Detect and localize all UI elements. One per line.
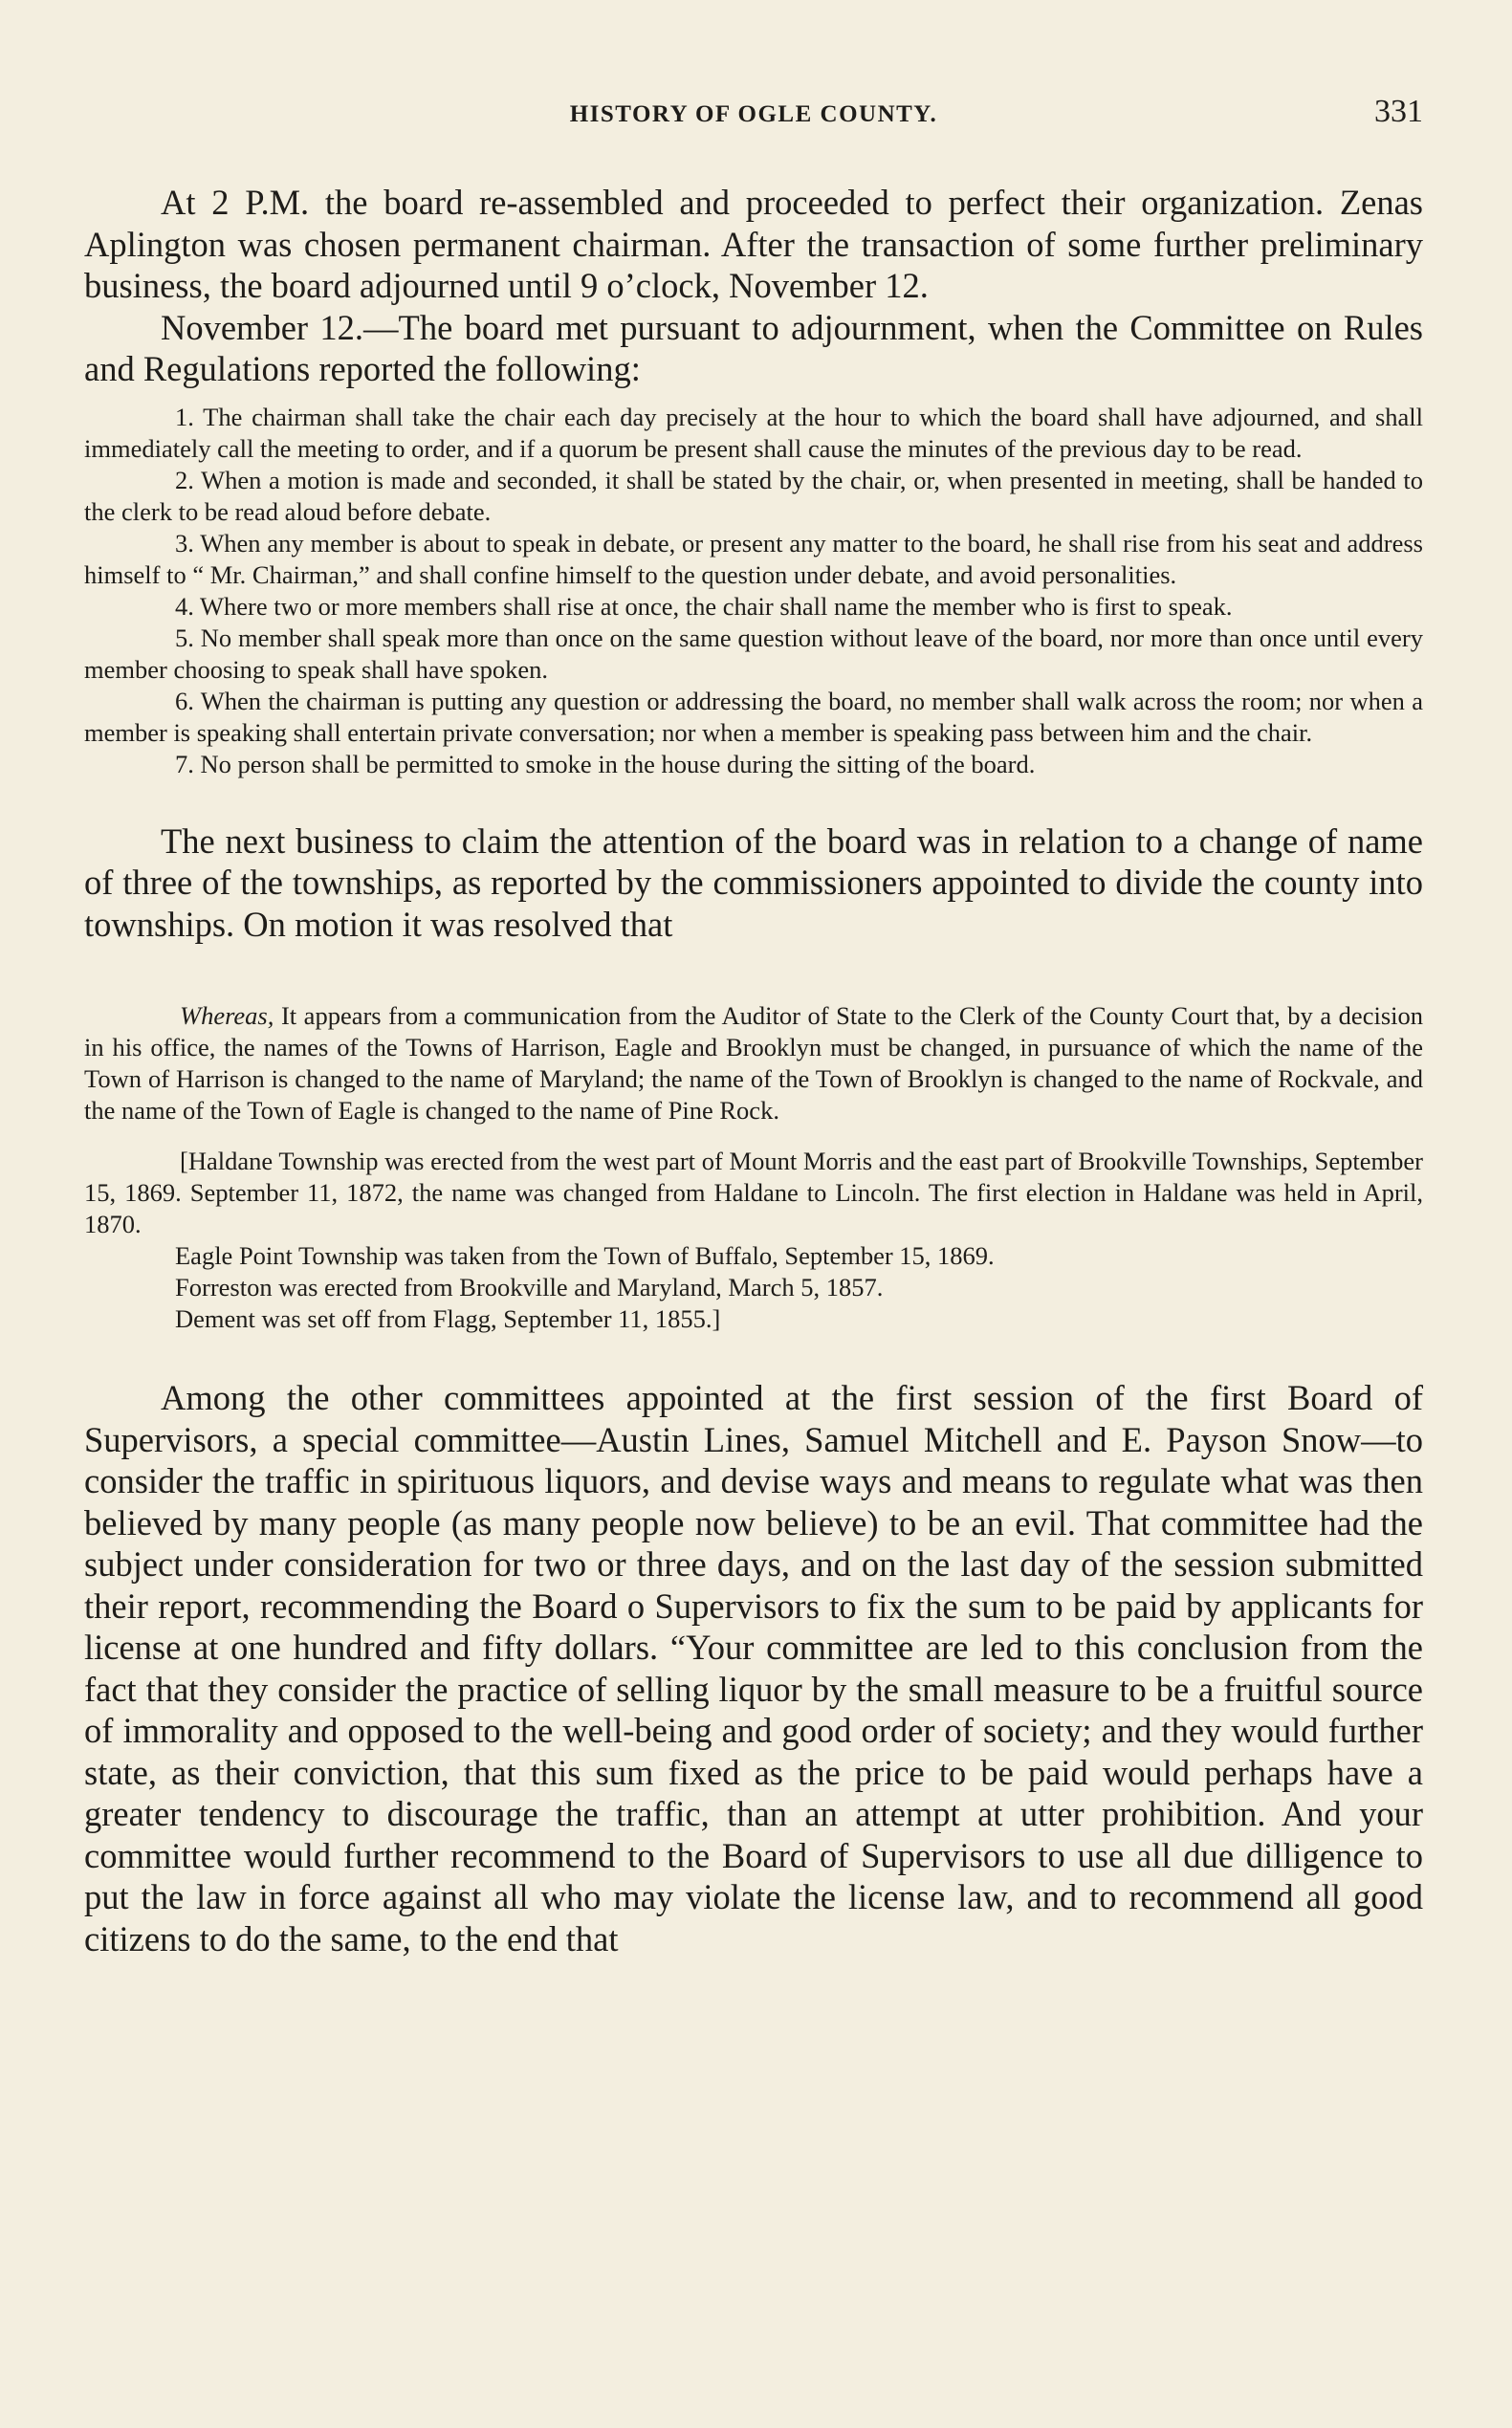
spacer [84, 1335, 1423, 1377]
editorial-note [84, 1146, 1423, 1335]
running-title: HISTORY OF OGLE COUNTY. [569, 101, 938, 127]
rule-item: 7. No person shall be permitted to smoke in the house during the sitting of the board. [175, 749, 1036, 778]
rule-item: 3. When any member is about to speak in debate, or present any matter to the board, he shall rise from his seat and address himself to “ Mr. Chairman,” and shall confine himself to the question under debate, and avoid personalities. [84, 528, 1423, 589]
resolution-body: It appears from a communication from the Auditor of State to the Clerk of the County Court that, by a decision in his office, the names of the Towns of Harrison, Eagle and Brooklyn must be changed, in pursuance of which the name of the Town of Harrison is changed to the name of Maryland; the name of the Town of Brooklyn is changed to the name of Rockvale, and the name of the Town of Eagle is changed to the name of Pine Rock. [84, 1001, 1423, 1125]
rule-item: 6. When the chairman is putting any question or addressing the board, no member shall walk across the room; nor when a member is speaking shall entertain private conversation; nor when a member is speaking pass between him and the chair. [84, 686, 1423, 747]
spacer [84, 1127, 1423, 1146]
page-number: 331 [1374, 94, 1423, 129]
resolution-text [84, 1000, 1423, 1127]
rule-item: 5. No member shall speak more than once on the same question without leave of the board, nor more than once until every member choosing to speak shall have spoken. [84, 623, 1423, 684]
resolution-lead-word: Whereas, [180, 1001, 274, 1030]
rule-item: 2. When a motion is made and seconded, it shall be stated by the chair, or, when presented in meeting, shall be handed to the clerk to be read aloud before debate. [84, 465, 1423, 526]
rule-item: 4. Where two or more members shall rise at once, the chair shall name the member who is first to speak. [175, 591, 1233, 621]
paragraph-township-names: The next business to claim the attention of the board was in relation to a change of name of three of the townships, as reported by the commissioners appointed to divide the county into townships. On motion it was resolved that [84, 820, 1423, 944]
note-line: Dement was set off from Flagg, September 11, 1855.] [175, 1304, 721, 1333]
paragraph-reassembly: At 2 P.M. the board re-assembled and proceeded to perfect their organization. Zenas Aplington was chosen permanent chairman. After the transaction of some further preliminary business, the board adjourned until 9 o’clock, November 12. [84, 183, 1423, 305]
note-line: Eagle Point Township was taken from the Town of Buffalo, September 15, 1869. [175, 1241, 995, 1270]
note-line: Forreston was erected from Brookville and Maryland, March 5, 1857. [175, 1273, 884, 1301]
paragraph-november-12: November 12.—The board met pursuant to adjournment, when the Committee on Rules and Regulations reported the following: [84, 307, 1423, 388]
note-paragraph: [Haldane Township was erected from the west part of Mount Morris and the east part of Brookville Townships, September 15, 1869. September 11, 1872, the name was changed from Haldane to Lincoln. The first election in Haldane was held in April, 1870. [84, 1147, 1423, 1238]
resolution-block [84, 1000, 1423, 1127]
paragraph-liquor-committee: Among the other committees appointed at the first session of the first Board of Supervisors, a special committee—Austin Lines, Samuel Mitchell and E. Payson Snow—to consider the traffic in spirituous liquors, and devise ways and means to regulate what was then believed by many people (as many people now believe) to be an evil. That committee had the subject under consideration for two or three days, and on the last day of the session submitted their report, recommending the Board o Supervisors to fix the sum to be paid by applicants for license at one hundred and fifty dollars. “Your committee are led to this conclusion from the fact that they consider the practice of selling liquor by the small measure to be a fruitful source of immorality and opposed to the well-being and good order of society; and they would further state, as their conviction, that this sum fixed as the price to be paid would perhaps have a greater tendency to discourage the traffic, than an attempt at utter prohibition. And your committee would further recommend to the Board of Supervisors to use all due dilligence to put the law in force against all who may violate the license law, and to recommend all good citizens to do the same, to the end that [84, 1378, 1423, 1958]
page-header [84, 94, 1423, 142]
spacer [84, 780, 1423, 820]
rules-list [84, 402, 1423, 780]
rule-item: 1. The chairman shall take the chair each day precisely at the hour to which the board shall have adjourned, and shall immediately call the meeting to order, and if a quorum be present shall cause the minutes of the previous day to be read. [84, 402, 1423, 463]
page-body [84, 182, 1423, 1959]
